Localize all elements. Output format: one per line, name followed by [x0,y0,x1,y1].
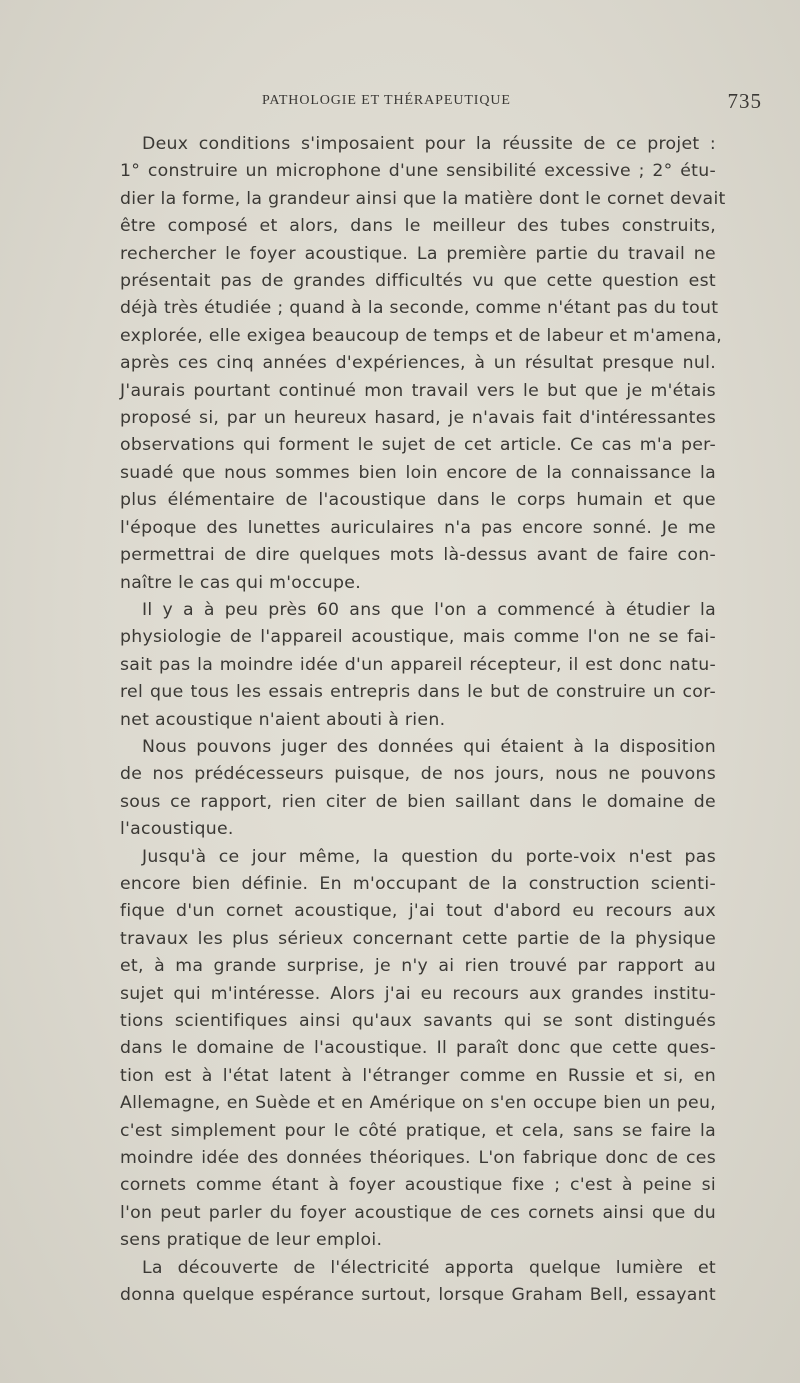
text-line: observations qui forment le sujet de cet article. Ce cas m'a per- [120,435,716,456]
text-line: Il y a à peu près 60 ans que l'on a commencé à étudier la [142,599,716,620]
text-line: rel que tous les essais entrepris dans le but de construire un cor- [120,682,716,703]
text-line: sait pas la moindre idée d'un appareil récepteur, il est donc natu- [120,654,716,675]
text-line: l'époque des lunettes auriculaires n'a pas encore sonné. Je me [120,517,716,538]
text-line: l'on peut parler du foyer acoustique de ces cornets ainsi que du [120,1202,716,1223]
text-line: Deux conditions s'imposaient pour la réussite de ce projet : [142,134,716,154]
text-line: présentait pas de grandes difficultés vu que cette question est [120,271,716,292]
text-line: Allemagne, en Suède et en Amérique on s'en occupe bien un peu, [120,1093,716,1114]
text-line: travaux les plus sérieux concernant cette partie de la physique [120,928,716,949]
text-line: La découverte de l'électricité apporta quelque lumière et [142,1257,716,1278]
body-text [120,131,726,1309]
text-line: après ces cinq années d'expériences, à un résultat presque nul. [120,353,716,374]
text-line: et, à ma grande surprise, je n'y ai rien trouvé par rapport au [120,956,716,977]
page-number: 735 [727,89,762,113]
text-line: net acoustique n'aient abouti à rien. [120,709,446,730]
text-line: J'aurais pourtant continué mon travail vers le but que je m'étais [120,380,716,401]
text-line: rechercher le foyer acoustique. La première partie du travail ne [120,243,716,264]
text-line: de nos prédécesseurs puisque, de nos jours, nous ne pouvons [120,764,716,785]
text-line: tion est à l'état latent à l'étranger comme en Russie et si, en [120,1065,716,1086]
text-line: suadé que nous sommes bien loin encore de la connaissance la [120,462,716,483]
running-title: PATHOLOGIE ET THÉRAPEUTIQUE [262,93,511,108]
text-line: sens pratique de leur emploi. [120,1230,383,1251]
text-line: dier la forme, la grandeur ainsi que la matière dont le cornet devait [120,188,726,209]
text-line: physiologie de l'appareil acoustique, mais comme l'on ne se fai- [120,627,716,648]
text-line: plus élémentaire de l'acoustique dans le corps humain et que [120,490,716,511]
text-line: tions scientifiques ainsi qu'aux savants qui se sont distingués [120,1011,716,1031]
text-line: déjà très étudiée ; quand à la seconde, comme n'étant pas du tout [120,298,719,319]
text-line: Nous pouvons juger des données qui étaient à la disposition [142,736,716,757]
text-line: c'est simplement pour le côté pratique, et cela, sans se faire la [120,1120,716,1141]
text-line: donna quelque espérance surtout, lorsque Graham Bell, essayant [120,1285,716,1306]
text-line: naître le cas qui m'occupe. [120,572,362,593]
text-line: sous ce rapport, rien citer de bien saillant dans le domaine de [120,791,716,812]
text-line: proposé si, par un heureux hasard, je n'avais fait d'intéressantes [120,408,716,429]
page-header [262,89,762,113]
text-line: fique d'un cornet acoustique, j'ai tout d'abord eu recours aux [120,901,716,922]
text-line: être composé et alors, dans le meilleur des tubes construits, [120,216,716,237]
text-line: l'acoustique. [120,819,234,840]
text-line: moindre idée des données théoriques. L'on fabrique donc de ces [120,1148,716,1169]
text-line: cornets comme étant à foyer acoustique fixe ; c'est à peine si [120,1175,716,1196]
text-line: encore bien définie. En m'occupant de la construction scienti- [120,873,716,894]
text-line: 1° construire un microphone d'une sensibilité excessive ; 2° étu- [120,161,716,182]
text-line: explorée, elle exigea beaucoup de temps et de labeur et m'amena, [120,325,723,346]
text-line: Jusqu'à ce jour même, la question du porte-voix n'est pas [142,846,716,867]
text-line: dans le domaine de l'acoustique. Il paraît donc que cette ques- [120,1038,716,1059]
text-line: permettrai de dire quelques mots là-dessus avant de faire con- [120,545,716,566]
text-line: sujet qui m'intéresse. Alors j'ai eu recours aux grandes institu- [120,983,716,1004]
